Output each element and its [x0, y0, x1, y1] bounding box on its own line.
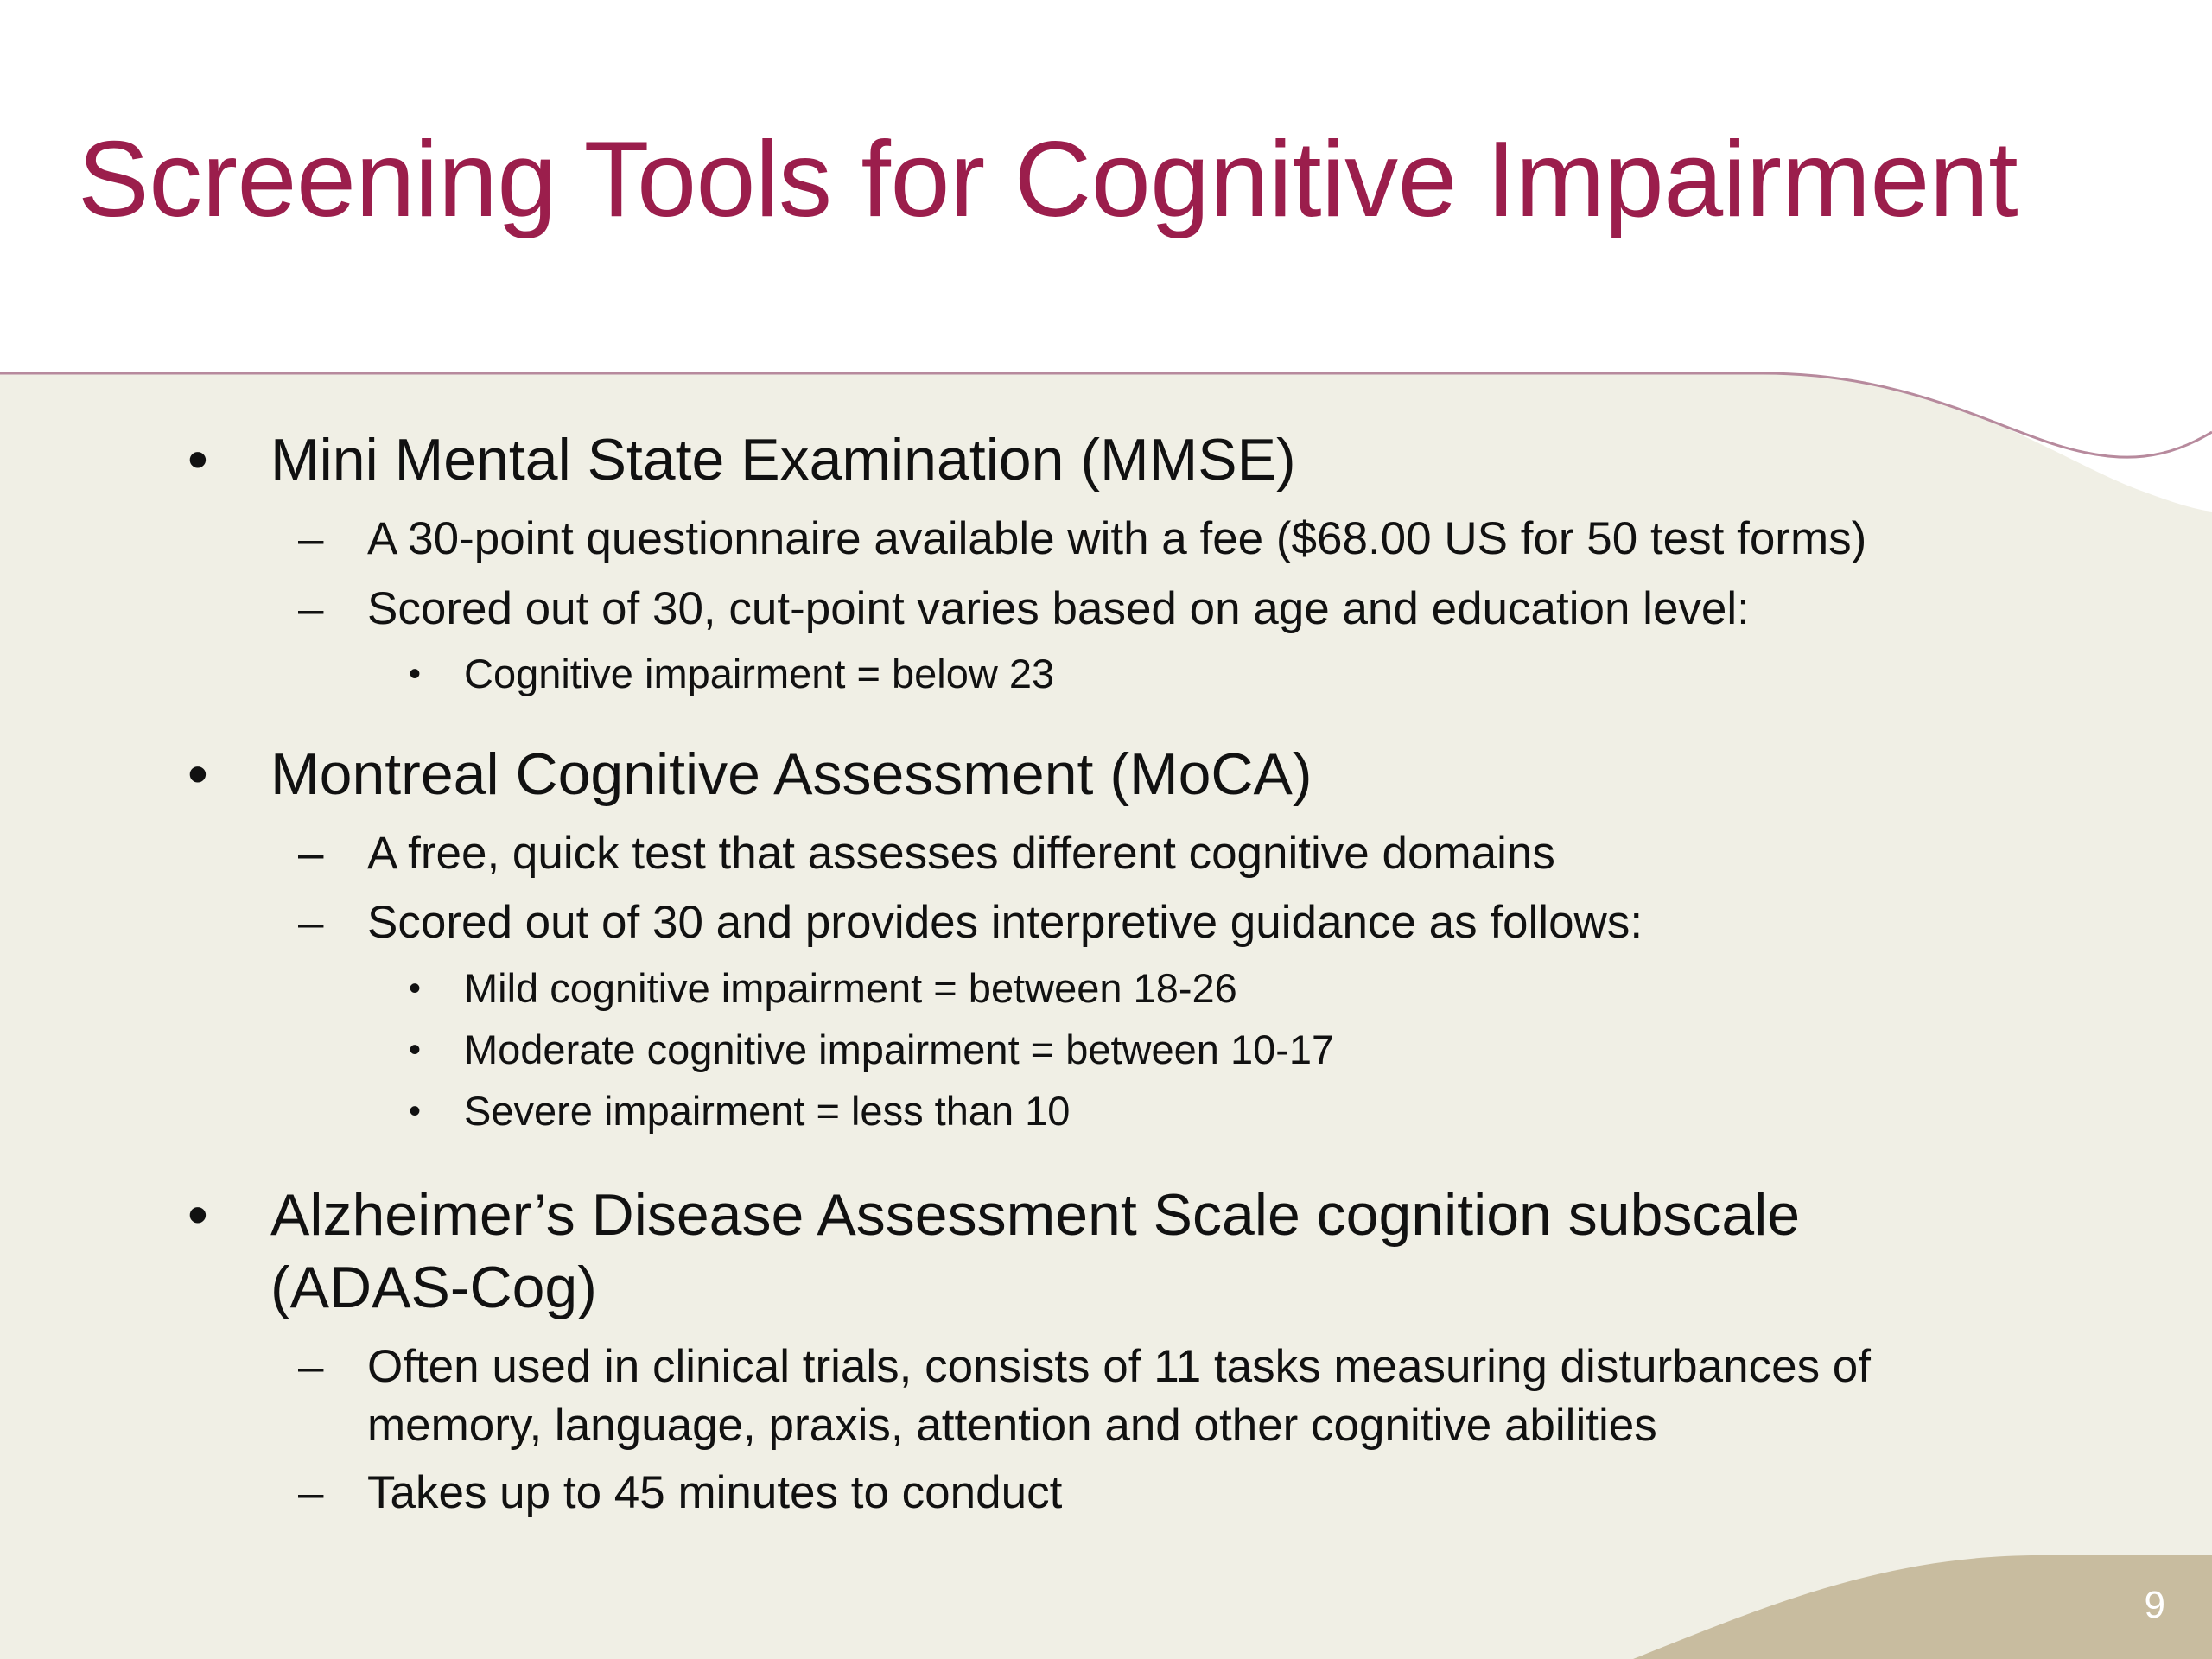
page-number: 9 — [2144, 1584, 2165, 1626]
sub-bullet-text: A free, quick test that assesses different cognitive domains — [367, 828, 1555, 879]
slide-title: Screening Tools for Cognitive Impairment — [78, 120, 2018, 239]
sub-bullet-text: A 30-point questionnaire available with a fee ($68.00 US for 50 test forms) — [367, 513, 1867, 564]
sub-sub-bullet-moca-moderate — [409, 1026, 1335, 1074]
sub-sub-bullet-text: Moderate cognitive impairment = between 10-17 — [464, 1027, 1335, 1072]
bullet-adas-cog — [188, 1179, 1999, 1324]
bullet-marker: • — [188, 1182, 208, 1248]
dash-marker: – — [298, 828, 324, 879]
sub-sub-bullet-text: Cognitive impairment = below 23 — [464, 651, 1055, 696]
bullet-marker: • — [188, 427, 208, 493]
dash-marker: – — [298, 1467, 324, 1518]
bullet-text: Alzheimer’s Disease Assessment Scale cognition subscale (ADAS-Cog) — [270, 1182, 1801, 1320]
bullet-marker: • — [409, 969, 422, 1007]
bullet-marker: • — [409, 1092, 422, 1130]
sub-sub-bullet-text: Mild cognitive impairment = between 18-26 — [464, 965, 1237, 1011]
sub-sub-bullet-moca-severe — [409, 1087, 1071, 1135]
dash-marker: – — [298, 897, 324, 948]
bullet-text: Mini Mental State Examination (MMSE) — [270, 427, 1296, 493]
sub-bullet-moca-free — [298, 826, 1555, 881]
bullet-marker: • — [188, 741, 208, 807]
bullet-marker: • — [409, 1031, 422, 1069]
sub-bullet-mmse-fee — [298, 512, 1867, 567]
sub-bullet-moca-scoring — [298, 895, 1643, 950]
bullet-mmse — [188, 425, 1296, 496]
dash-marker: – — [298, 583, 324, 634]
sub-bullet-mmse-scoring — [298, 582, 1750, 637]
bullet-text: Montreal Cognitive Assessment (MoCA) — [270, 741, 1313, 807]
sub-bullet-adas-cog-duration — [298, 1465, 1063, 1521]
bullet-marker: • — [409, 655, 422, 693]
bullet-moca — [188, 740, 1313, 810]
sub-sub-bullet-text: Severe impairment = less than 10 — [464, 1088, 1071, 1134]
sub-bullet-text: Often used in clinical trials, consists of 11 tasks measuring disturbances of memory, language, praxis, attention and other cognitive abilities — [367, 1341, 1871, 1451]
sub-sub-bullet-moca-mild — [409, 964, 1237, 1013]
sub-sub-bullet-mmse-cutoff — [409, 650, 1055, 698]
sub-bullet-text: Scored out of 30 and provides interpretive guidance as follows: — [367, 897, 1643, 948]
dash-marker: – — [298, 513, 324, 564]
sub-bullet-adas-cog-tasks — [298, 1338, 2009, 1455]
sub-bullet-text: Takes up to 45 minutes to conduct — [367, 1467, 1063, 1518]
sub-bullet-text: Scored out of 30, cut-point varies based on age and education level: — [367, 583, 1750, 634]
dash-marker: – — [298, 1341, 324, 1392]
